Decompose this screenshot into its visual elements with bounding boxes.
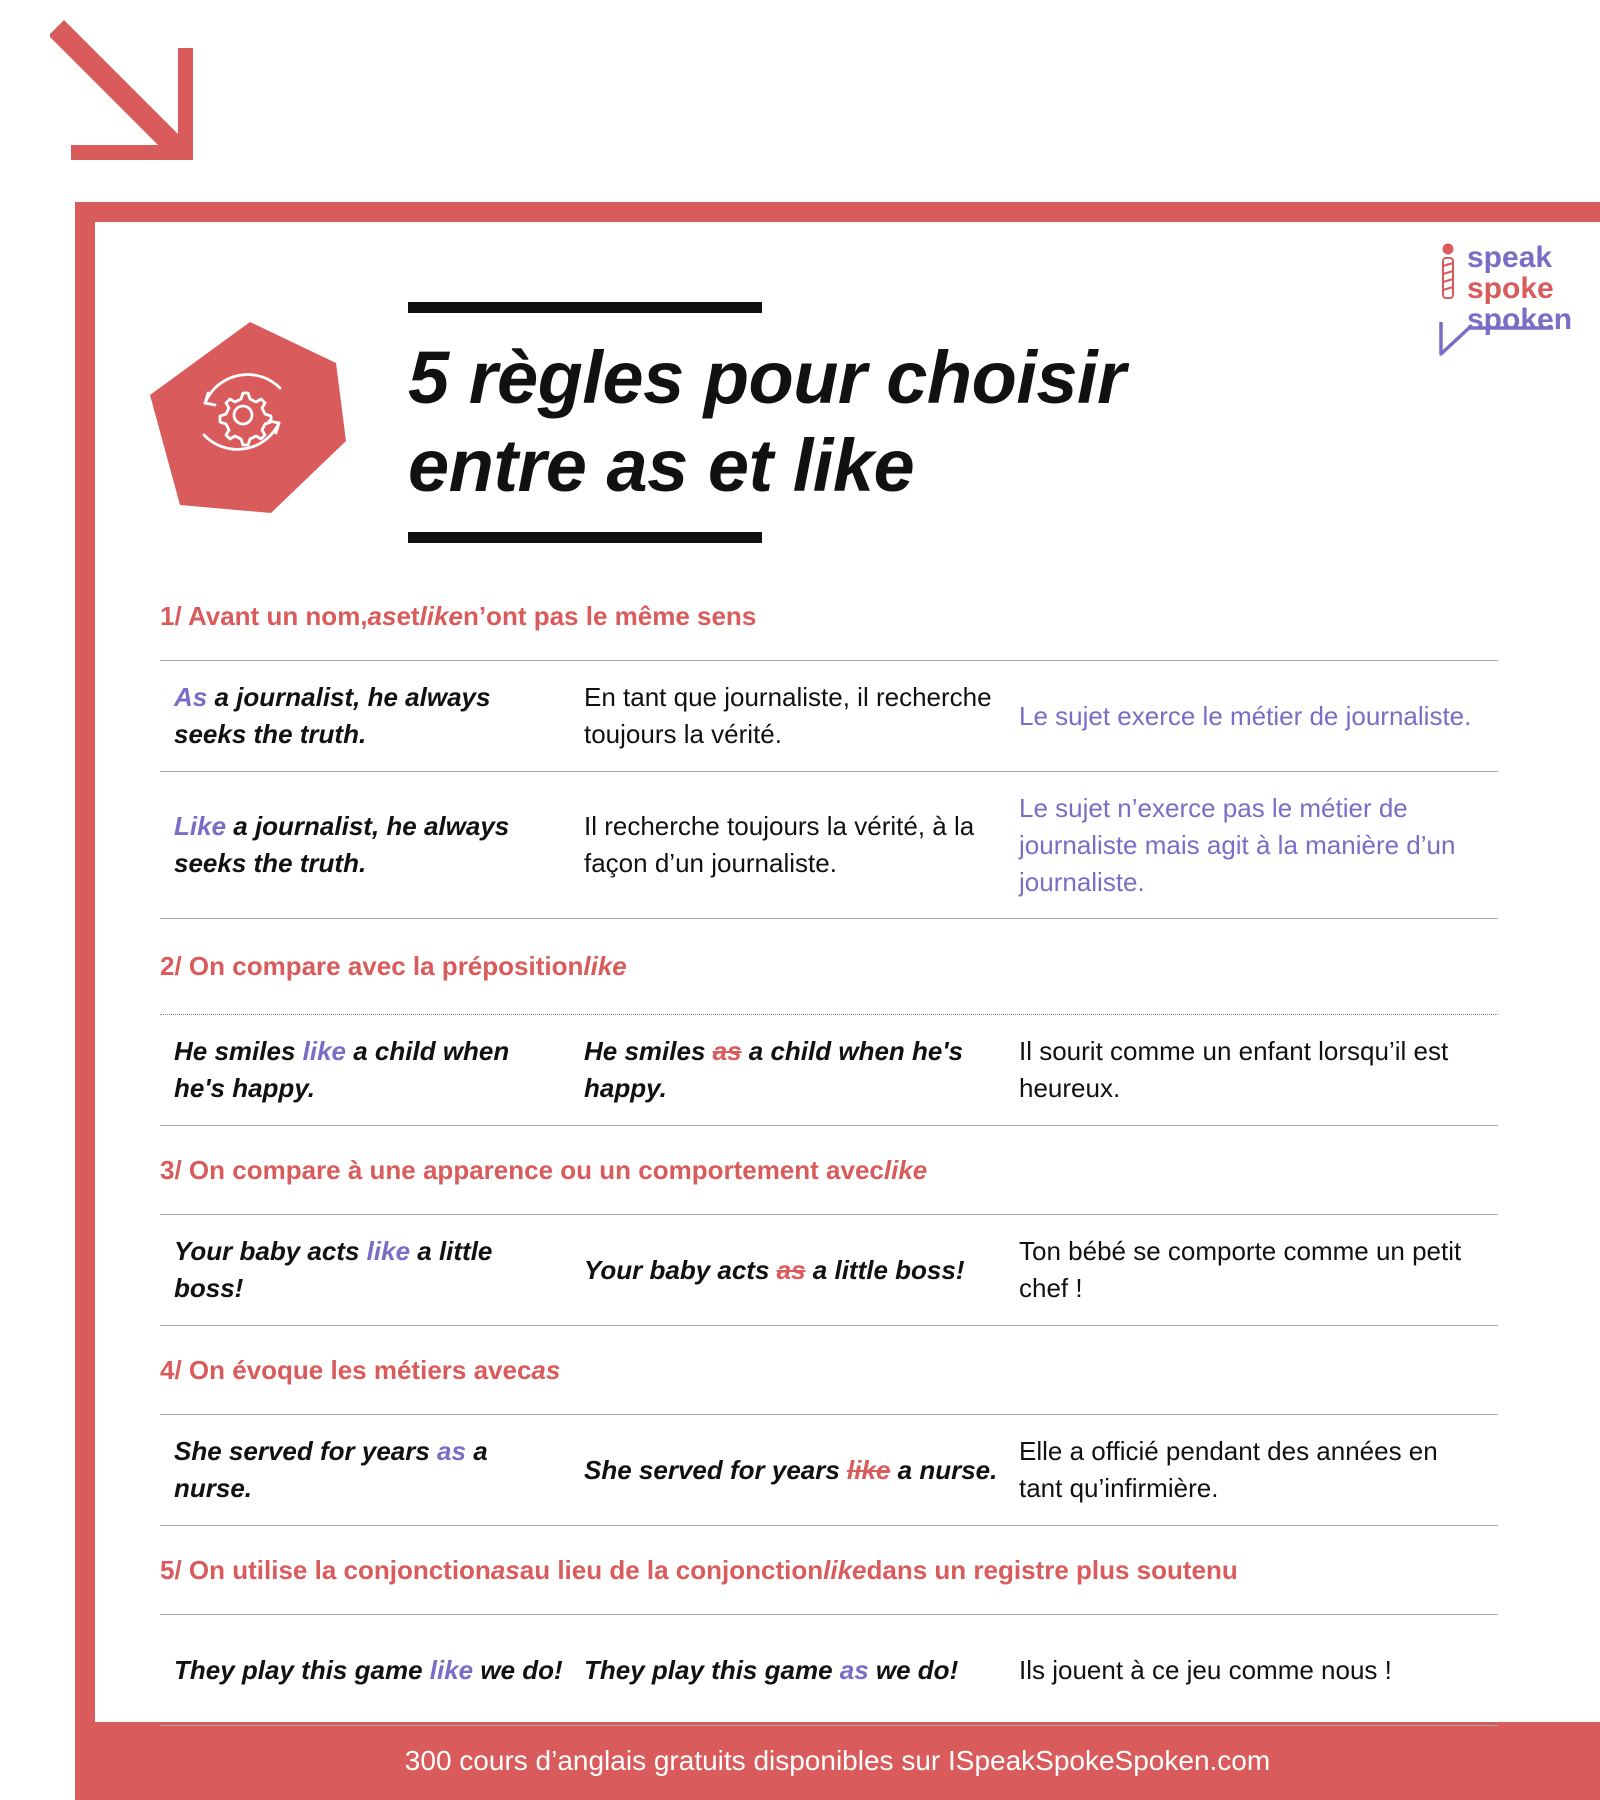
french-translation: Il recherche toujours la vérité, à la façon d’un journaliste. xyxy=(584,811,975,878)
example-text: They play this game xyxy=(584,1654,840,1685)
logo-wordmark xyxy=(1467,242,1572,335)
example-text: a little boss! xyxy=(805,1254,965,1285)
french-translation: Il sourit comme un enfant lorsqu’il est heureux. xyxy=(1019,1036,1449,1103)
table-row xyxy=(160,1214,1498,1326)
example-text: They play this game xyxy=(174,1654,430,1685)
section-5-title xyxy=(160,1526,1498,1614)
section-2-title xyxy=(160,919,1498,1014)
heading-text: 3/ On compare à une apparence ou un comportement avec xyxy=(160,1154,884,1185)
table-row xyxy=(160,771,1498,919)
keyword-correct: like xyxy=(302,1036,347,1066)
example-text: a journalist, he always seeks the truth. xyxy=(174,682,491,749)
french-translation: Elle a officié pendant des années en tant qu’infirmière. xyxy=(1019,1436,1438,1503)
english-example-wrong xyxy=(584,1033,1019,1107)
heading-keyword: as xyxy=(367,600,397,631)
english-example-correct xyxy=(160,1433,584,1507)
section-4-title xyxy=(160,1326,1498,1414)
french-translation: En tant que journaliste, il recherche toujours la vérité. xyxy=(584,682,992,749)
keyword-wrong: as xyxy=(712,1036,742,1066)
example-text: He smiles xyxy=(174,1036,303,1066)
heading-text: et xyxy=(396,600,420,631)
english-example xyxy=(160,679,584,753)
english-example-correct xyxy=(160,1233,584,1307)
keyword-correct: as xyxy=(839,1654,869,1685)
example-text: a nurse. xyxy=(890,1454,998,1485)
heading-text: dans un registre plus soutenu xyxy=(866,1554,1238,1585)
table-row xyxy=(160,1614,1498,1726)
keyword-correct: As xyxy=(174,682,208,712)
title-line-1: 5 règles pour choisir xyxy=(408,336,1126,419)
heading-keyword: like xyxy=(419,600,463,631)
heading-keyword: like xyxy=(883,1154,928,1185)
gear-refresh-icon xyxy=(148,317,348,517)
rules-list xyxy=(160,572,1498,1726)
explanation: Le sujet exerce le métier de journaliste. xyxy=(1019,700,1472,731)
page-title xyxy=(408,334,1308,510)
keyword-wrong: like xyxy=(847,1454,891,1485)
english-example xyxy=(160,808,584,882)
example-text: She served for years xyxy=(174,1436,438,1466)
heading-text: 2/ On compare avec la préposition xyxy=(160,951,584,981)
example-text: She served for years xyxy=(584,1454,848,1485)
heading-keyword: like xyxy=(583,951,627,981)
heading-text: n’ont pas le même sens xyxy=(462,600,757,631)
example-text: we do! xyxy=(473,1654,563,1685)
section-3-title xyxy=(160,1126,1498,1214)
example-text: a child when he's happy. xyxy=(584,1036,964,1103)
example-text: we do! xyxy=(868,1654,959,1685)
heading-text: 5/ On utilise la conjonction xyxy=(160,1554,491,1585)
heading-keyword: as xyxy=(531,1354,561,1385)
logo-spoken: spoken xyxy=(1467,303,1573,336)
heading-text: au lieu de la conjonction xyxy=(519,1554,824,1585)
table-row xyxy=(160,1014,1498,1126)
example-text: a journalist, he always seeks the truth. xyxy=(174,811,510,878)
french-translation: Ton bébé se comporte comme un petit chef ! xyxy=(1019,1236,1462,1303)
keyword-correct: Like xyxy=(174,811,227,841)
logo-speak: speak xyxy=(1467,241,1553,274)
english-example-alternative xyxy=(584,1652,1019,1689)
content-card xyxy=(95,222,1600,1722)
keyword-correct: as xyxy=(437,1436,466,1466)
card-frame xyxy=(75,202,1600,1800)
footer-link[interactable]: 300 cours d’anglais gratuits disponibles sur ISpeakSpokeSpoken.com xyxy=(404,1745,1271,1776)
example-text: He smiles xyxy=(584,1036,713,1066)
example-text: Your baby acts xyxy=(584,1254,777,1285)
heading-text: 4/ On évoque les métiers avec xyxy=(160,1354,532,1385)
title-top-rule xyxy=(408,302,762,313)
english-example-correct xyxy=(160,1652,584,1689)
arrow-down-right-icon xyxy=(40,10,210,160)
english-example-correct xyxy=(160,1033,584,1107)
keyword-correct: like xyxy=(366,1236,411,1266)
title-line-2: entre as et like xyxy=(408,424,915,507)
heading-keyword: like xyxy=(823,1554,867,1585)
keyword-correct: like xyxy=(429,1654,474,1685)
example-text: a child when he's happy. xyxy=(174,1036,510,1103)
english-example-wrong xyxy=(584,1452,1019,1489)
example-text: a little boss! xyxy=(174,1236,493,1303)
french-translation: Ils jouent à ce jeu comme nous ! xyxy=(1019,1654,1392,1685)
brand-logo xyxy=(1435,241,1573,362)
heading-text: 1/ Avant un nom, xyxy=(160,600,368,631)
example-text: a nurse. xyxy=(174,1436,488,1503)
example-text: Your baby acts xyxy=(174,1236,367,1266)
title-bottom-rule xyxy=(408,532,762,543)
english-example-wrong xyxy=(584,1252,1019,1289)
logo-spoke: spoke xyxy=(1467,272,1554,305)
table-row xyxy=(160,660,1498,771)
section-1-title xyxy=(160,572,1498,660)
keyword-wrong: as xyxy=(776,1254,806,1285)
table-row xyxy=(160,1414,1498,1526)
explanation: Le sujet n’exerce pas le métier de journaliste mais agit à la manière d’un journaliste. xyxy=(1019,792,1456,897)
heading-keyword: as xyxy=(490,1554,520,1585)
